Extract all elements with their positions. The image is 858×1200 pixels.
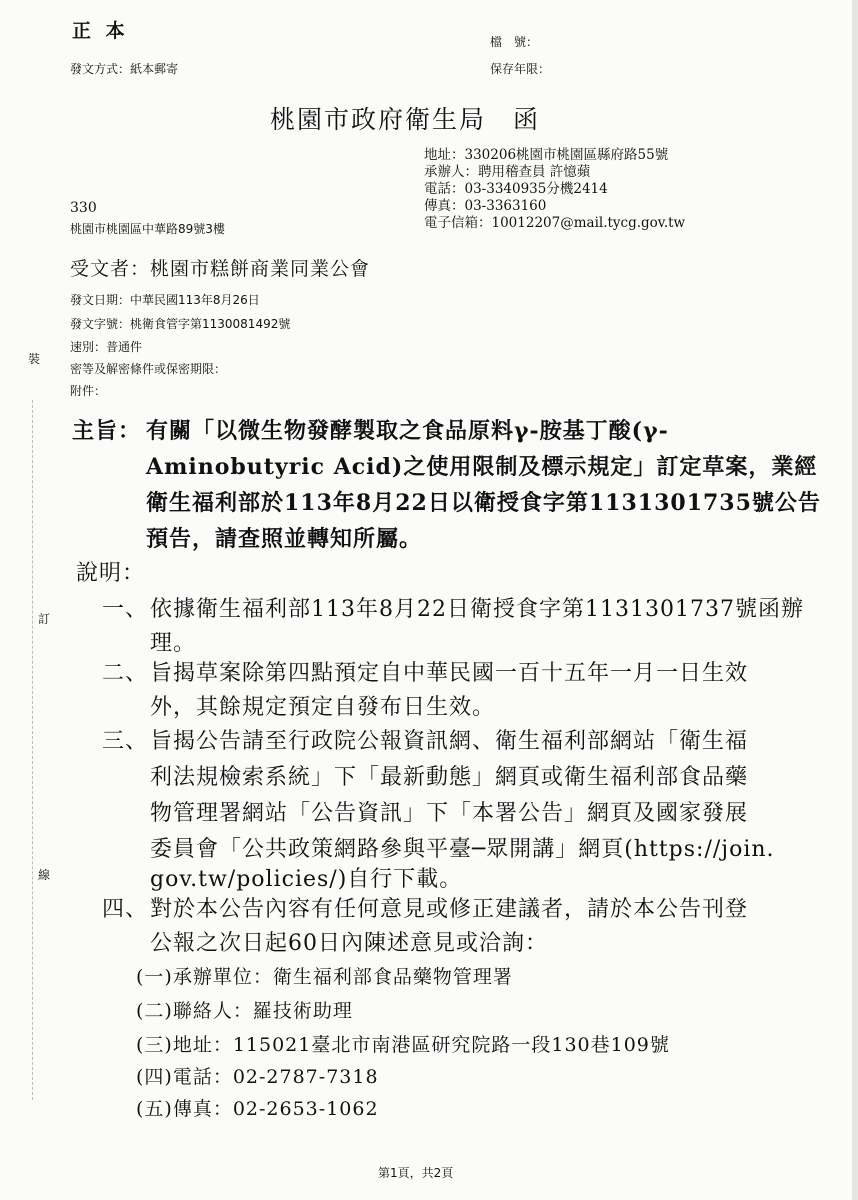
speed: 速別：普通件 <box>70 340 143 354</box>
item-number: 二、 <box>102 661 149 686</box>
binding-margin-line <box>32 400 33 1100</box>
item-line: 旨揭公告請至行政院公報資訊網、衛生福利部網站「衛生福 <box>150 729 749 754</box>
issue-date: 發文日期：中華民國113年8月26日 <box>70 293 260 307</box>
contact-phone: (四)電話：02-2787-7318 <box>136 1066 379 1088</box>
item-line: 利法規檢索系統」下「最新動態」網頁或衛生福利部食品藥 <box>150 765 749 790</box>
sender-phone: 電話：03-3340935分機2414 <box>424 181 608 197</box>
explanation-label: 說明： <box>76 561 146 586</box>
copy-mark: 正 本 <box>72 20 129 42</box>
sender-email: 電子信箱：10012207@mail.tycg.gov.tw <box>424 215 686 231</box>
document-title: 桃園市政府衛生局 函 <box>270 105 541 134</box>
contact-person: (二)聯絡人：羅技術助理 <box>136 1000 353 1022</box>
item-number: 四、 <box>102 897 149 922</box>
item-line: 理。 <box>150 631 197 656</box>
contact-unit: (一)承辦單位：衛生福利部食品藥物管理署 <box>136 966 513 988</box>
item-line: 物管理署網站「公告資訊」下「本署公告」網頁及國家發展 <box>150 801 749 826</box>
item-line: 委員會「公共政策網路參與平臺─眾開講」網頁(https://join. <box>150 837 775 862</box>
contact-address: (三)地址：115021臺北市南港區研究院路一段130巷109號 <box>136 1034 670 1056</box>
subject-line: 預告，請查照並轉知所屬。 <box>146 526 423 552</box>
page-number: 第1頁，共2頁 <box>378 1166 454 1180</box>
margin-mark-zhuang: 裝 <box>28 352 41 366</box>
sender-fax: 傳真：03-3363160 <box>424 198 547 214</box>
file-number-label: 檔 號： <box>490 35 539 49</box>
document-number: 發文字號：桃衛食管字第1130081492號 <box>70 317 291 331</box>
subject-line: 衛生福利部於113年8月22日以衛授食字第1131301735號公告 <box>146 490 821 516</box>
sender-address: 地址：330206桃園市桃園區縣府路55號 <box>424 147 669 163</box>
item-number: 三、 <box>102 729 149 754</box>
recipient-postal-address: 桃園市桃園區中華路89號3樓 <box>70 222 225 236</box>
item-line: 對於本公告內容有任何意見或修正建議者，請於本公告刊登 <box>150 897 749 922</box>
subject-line: Aminobutyric Acid)之使用限制及標示規定」訂定草案，業經 <box>146 454 818 480</box>
item-line: 旨揭草案除第四點預定自中華民國一百十五年一月一日生效 <box>150 661 749 686</box>
item-line: gov.tw/policies/)自行下載。 <box>150 867 463 892</box>
retention-label: 保存年限： <box>490 62 551 76</box>
item-line: 外，其餘規定預定自發布日生效。 <box>150 695 496 720</box>
contact-fax: (五)傳真：02-2653-1062 <box>136 1098 379 1120</box>
recipient: 受文者：桃園市糕餅商業同業公會 <box>70 258 371 280</box>
item-number: 一、 <box>102 597 149 622</box>
item-line: 公報之次日起60日內陳述意見或洽詢： <box>150 931 548 956</box>
attachment: 附件： <box>70 384 107 398</box>
subject-label: 主旨： <box>72 418 142 444</box>
item-line: 依據衛生福利部113年8月22日衛授食字第1131301737號函辦 <box>150 597 804 622</box>
sender-contact: 承辦人：聘用稽查員 許憶蘋 <box>424 164 591 180</box>
scan-edge <box>852 0 858 1200</box>
subject-line: 有關「以微生物發酵製取之食品原料γ-胺基丁酸(γ- <box>146 418 669 444</box>
send-method: 發文方式：紙本郵寄 <box>70 62 179 76</box>
recipient-postal-code: 330 <box>70 200 97 216</box>
margin-mark-xian: 線 <box>38 868 51 882</box>
margin-mark-ding: 訂 <box>38 612 51 626</box>
secrecy: 密等及解密條件或保密期限： <box>70 362 227 376</box>
